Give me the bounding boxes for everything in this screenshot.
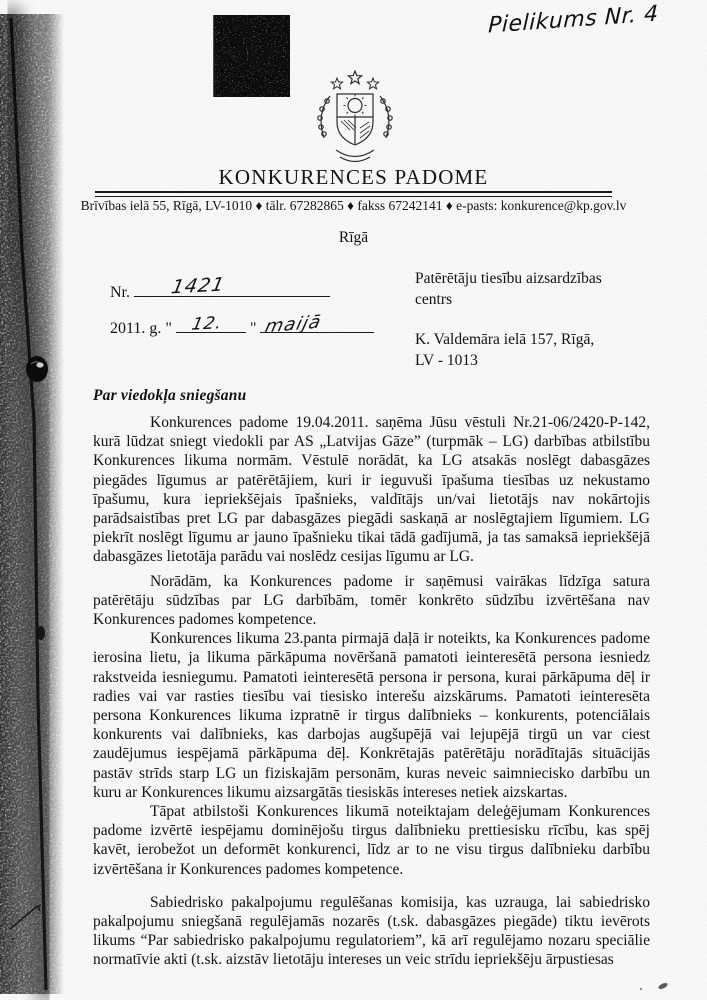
date-month-fill-line [260,310,374,338]
body-paragraph: Tāpat atbilstoši Konkurences likumā noteiktajam deleģējumam Konkurences padome izvērtē iespējamu dominējošu tirgus dalībnieku prettiesisku rīcību, kas spēj kavēt, ierobežot un deformēt konkurenci, līdz ar to ne visu tirgus dalībnieku darbību izvērtēšana ir Konkurences padomes kompetence. [93,803,650,878]
subject-line: Par viedokļa sniegšanu [93,387,247,404]
body-paragraph: Konkurences padome 19.04.2011. saņēma Jūsu vēstuli Nr.21-06/2420-P-142, kurā lūdzat sniegt viedokli par AS „Latvijas Gāze” (turpmāk – LG) darbības atbilstību Konkurences likuma normām. Vēstulē norādāt, ka LG atsakās noslēgt dabasgāzes piegādes līgumus ar patērētājiem, kuri ir ieguvuši īpašuma tiesības uz nekustamo īpašumu, kura iepriekšējais īpašnieks, valdītājs un/vai lietotājs nav nokārtojis parādsaistības pret LG par dabasgāzes piegādi saskaņā ar noslēgtajiem līgumiem. LG piekrīt noslēgt līgumu ar jauno īpašnieku tikai tādā gadījumā, ja tas samaksā iepriekšējā dabasgāzes lietotāja parādu vai noslēdz cesijas līgumu ar LG. [93,414,650,566]
recipient-name: Patērētāju tiesību aizsardzības centrs [415,270,602,308]
body-paragraph: Sabiedrisko pakalpojumu regulēšanas komisija, kas uzrauga, lai sabiedrisko pakalpojumu sniegšanā regulējamās nozarēs (t.sk. dabasgāzes piegāde) tiktu ievērots likums “Par sabiedrisko pakalpojumu regulatoriem”, kā arī regulējamo nozaru speciālie normatīvie akti (t.sk. aizstāv lietotāju intereses un veic strīdu iepriekšēju ārpustiesas [93,893,650,969]
handwritten-annotation: Pielikums Nr. 4 [487,1,659,39]
letter-body [93,413,650,970]
number-fill-line [134,274,330,297]
date-close-quote: " [249,320,257,337]
body-paragraph: Konkurences likuma 23.panta pirmajā daļā ir noteikts, ka Konkurences padome ierosina lietu, ja likuma pārkāpuma novēršanā pamatoti ieinteresētā persona iesniedz rakstveida iesniegumu. Pamatoti ieinteresētā persona ir persona, kurai pārkāpuma dēļ ir radies vai var rasties tiesību vai tiesisko interešu aizskārums. Pamatoti ieinteresēta persona Konkurences likuma izpratnē ir tirgus dalībnieks – konkurents, potenciālais konkurents vai dalībnieks, kas darbojas augšupējā vai lejupējā tirgū un var ciest zaudējumus iespējamā pārkāpuma dēļ. Konkrētajās patērētāju norādītajās situācijās pastāv strīds starp LG un fiziskajām personām, kuras neveic saimniecisko darbību un kuru ar Konkurences likumu aizsargātās tiesiskās intereses netiek aizskartas. [93,630,650,801]
handwritten-number: 1421 [169,273,227,299]
handwritten-day: 12. [189,313,225,335]
number-label: Nr. [110,284,130,301]
recipient-block [415,269,633,372]
handwritten-month: maijā [263,311,325,338]
date-open-quote: " [165,320,172,337]
reference-number-row [110,274,330,302]
recipient-address-line2: LV - 1013 [415,351,478,369]
coat-of-arms-icon [300,70,410,168]
place-line: Rīgā [338,229,369,246]
organization-name: KONKURENCES PADOME [218,165,489,189]
date-row [110,310,374,338]
date-prefix: 2011. g. [110,320,162,337]
body-paragraph: Norādām, ka Konkurences padome ir saņēmusi vairākas līdzīga satura patērētāju sūdzības par LG darbībām, tomēr konkrēto sūdzību izvērtēšana nav Konkurences padomes kompetence. [93,572,650,629]
recipient-address-line1: K. Valdemāra ielā 157, Rīgā, [415,330,595,348]
header-contact-line: Brīvības ielā 55, Rīgā, LV-1010 ♦ tālr. 67282865 ♦ fakss 67242141 ♦ e-pasts: konkurence@kp.gov.lv [80,198,627,213]
header-divider [95,191,612,197]
date-day-fill-line [176,310,246,333]
